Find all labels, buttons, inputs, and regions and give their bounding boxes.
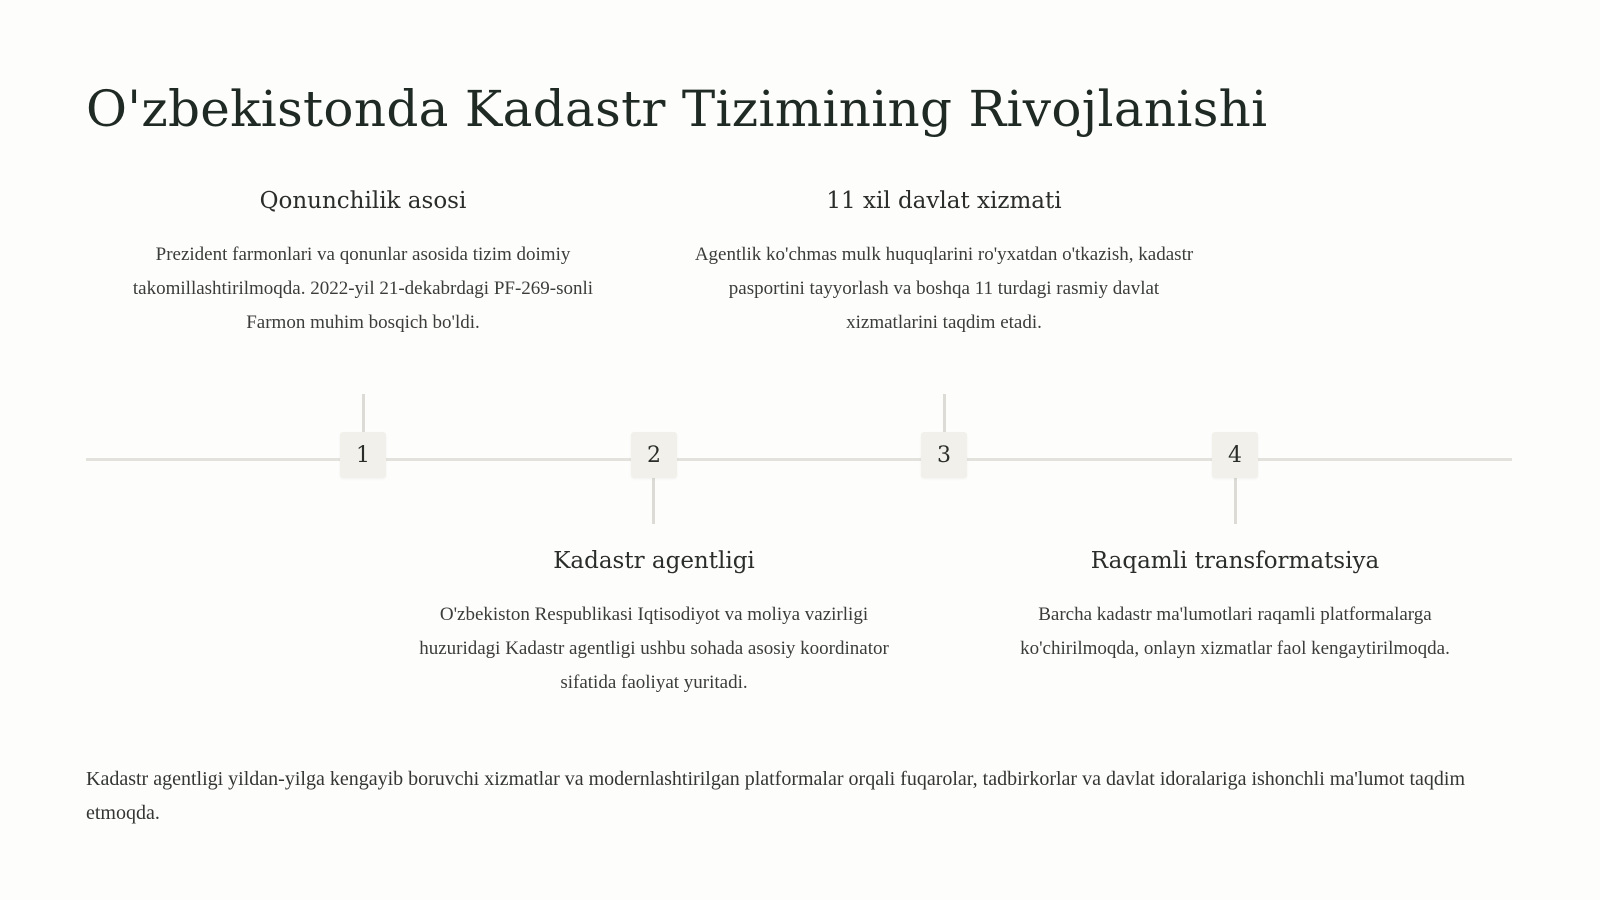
event-description: O'zbekiston Respublikasi Iqtisodiyot va moliya vazirligi huzuridagi Kadastr agentligi ushbu sohada asosiy koordinator sifatida faoliyat yuritadi. [419, 604, 889, 693]
timeline-connector-3 [943, 394, 946, 432]
timeline-event-4 [985, 548, 1485, 666]
event-heading: 11 xil davlat xizmati [826, 188, 1062, 214]
event-heading: Kadastr agentligi [553, 548, 755, 574]
timeline-connector-2 [652, 478, 655, 524]
timeline-event-3 [694, 188, 1194, 340]
page-title: O'zbekistonda Kadastr Tizimining Rivojlanishi [86, 80, 1268, 138]
timeline-marker-2: 2 [631, 432, 677, 478]
timeline-marker-4: 4 [1212, 432, 1258, 478]
event-heading: Raqamli transformatsiya [1090, 548, 1380, 574]
timeline-connector-4 [1234, 478, 1237, 524]
timeline-marker-1: 1 [340, 432, 386, 478]
event-heading: Qonunchilik asosi [259, 188, 467, 214]
timeline-line [86, 458, 1512, 461]
timeline-event-2 [404, 548, 904, 700]
timeline-connector-1 [362, 394, 365, 432]
summary-text: Kadastr agentligi yildan-yilga kengayib boruvchi xizmatlar va modernlashtirilgan platformalar orqali fuqarolar, tadbirkorlar va davlat idoralariga ishonchli ma'lumot taqdim etmoqda. [86, 768, 1466, 824]
timeline-marker-3: 3 [921, 432, 967, 478]
timeline-event-1 [113, 188, 613, 340]
event-description: Prezident farmonlari va qonunlar asosida tizim doimiy takomillashtirilmoqda. 2022-yil 21-dekabrdagi PF-269-sonli Farmon muhim bosqich bo'ldi. [132, 244, 594, 333]
event-description: Agentlik ko'chmas mulk huquqlarini ro'yxatdan o'tkazish, kadastr pasportini tayyorlash va boshqa 11 turdagi rasmiy davlat xizmatlarini taqdim etadi. [694, 244, 1194, 333]
event-description: Barcha kadastr ma'lumotlari raqamli platformalarga ko'chirilmoqda, onlayn xizmatlar faol kengaytirilmoqda. [1020, 604, 1450, 659]
